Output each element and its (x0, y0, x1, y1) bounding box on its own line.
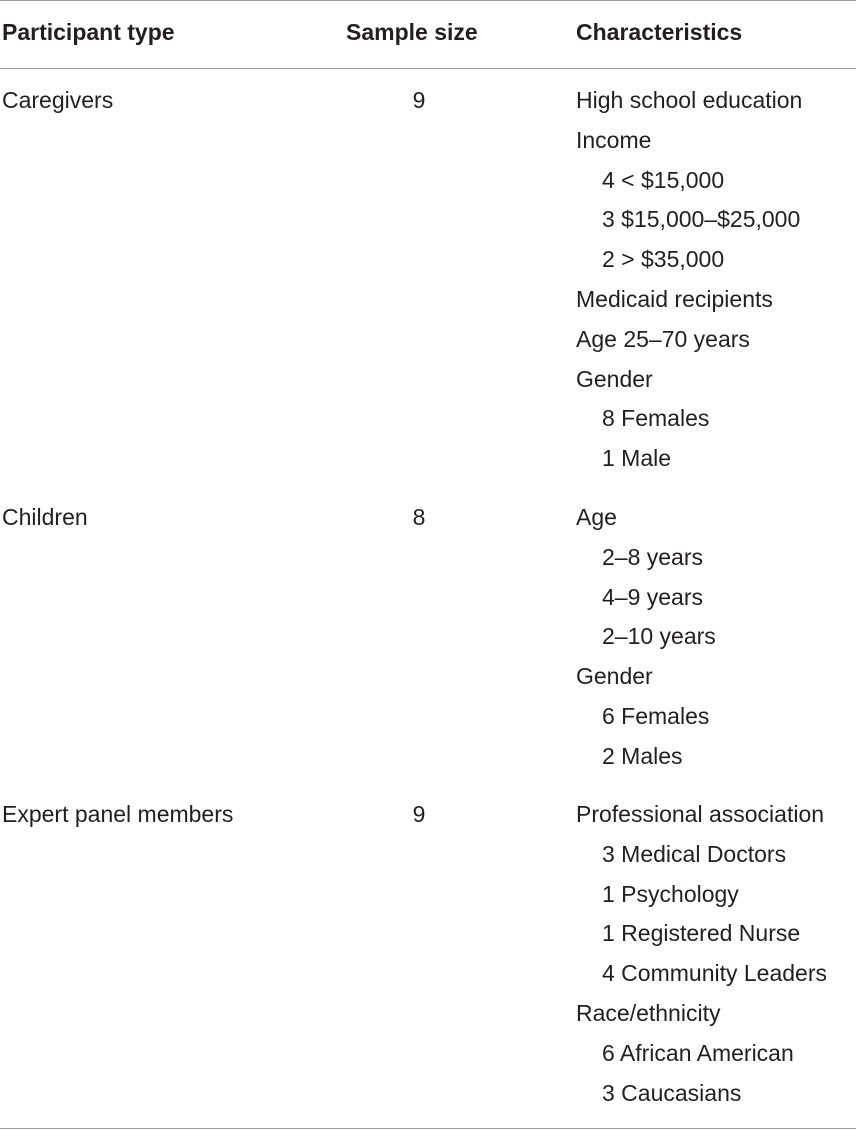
header-sample-size: Sample size (346, 19, 478, 45)
table-bottom-rule (0, 1128, 856, 1129)
header-participant-type: Participant type (2, 19, 175, 45)
characteristic-subitem: 3 Caucasians (602, 1079, 742, 1106)
table-top-rule (0, 0, 856, 1)
sample-size-cell: 9 (412, 801, 426, 827)
characteristic-item: Race/ethnicity (576, 999, 721, 1026)
characteristic-subitem: 2 Males (602, 742, 683, 769)
characteristic-subitem: 1 Male (602, 445, 672, 472)
header-bottom-rule (0, 68, 856, 69)
characteristic-subitem: 4 < $15,000 (602, 166, 725, 193)
characteristic-subitem: 1 Registered Nurse (602, 920, 801, 947)
participant-type-cell: Expert panel members (2, 801, 234, 827)
characteristic-item: Age 25–70 years (576, 325, 750, 352)
characteristic-item: Professional association (576, 801, 825, 827)
characteristic-item: Age (576, 504, 617, 530)
characteristic-item: High school education (576, 87, 803, 113)
characteristics-list (576, 498, 716, 777)
characteristic-item: Gender (576, 663, 653, 690)
header-characteristics: Characteristics (576, 19, 743, 45)
characteristics-list (576, 795, 827, 1113)
characteristic-item: Medicaid recipients (576, 285, 773, 312)
characteristic-subitem: 3 $15,000–$25,000 (602, 206, 801, 233)
characteristic-subitem: 4 Community Leaders (602, 960, 827, 987)
characteristic-subitem: 1 Psychology (602, 880, 739, 907)
characteristic-subitem: 2 > $35,000 (602, 246, 725, 273)
sample-size-cell: 9 (412, 87, 426, 113)
characteristic-subitem: 4–9 years (602, 583, 704, 610)
characteristic-subitem: 2–8 years (602, 543, 704, 570)
participant-type-cell: Children (2, 504, 88, 530)
characteristic-item: Gender (576, 365, 653, 392)
characteristic-subitem: 2–10 years (602, 623, 716, 650)
characteristics-list (576, 81, 802, 479)
characteristic-subitem: 6 Females (602, 702, 710, 729)
participant-type-cell: Caregivers (2, 87, 114, 113)
characteristic-item: Income (576, 126, 652, 153)
characteristic-subitem: 3 Medical Doctors (602, 840, 787, 867)
sample-size-cell: 8 (412, 504, 426, 530)
characteristic-subitem: 8 Females (602, 405, 710, 432)
characteristic-subitem: 6 African American (602, 1039, 794, 1066)
